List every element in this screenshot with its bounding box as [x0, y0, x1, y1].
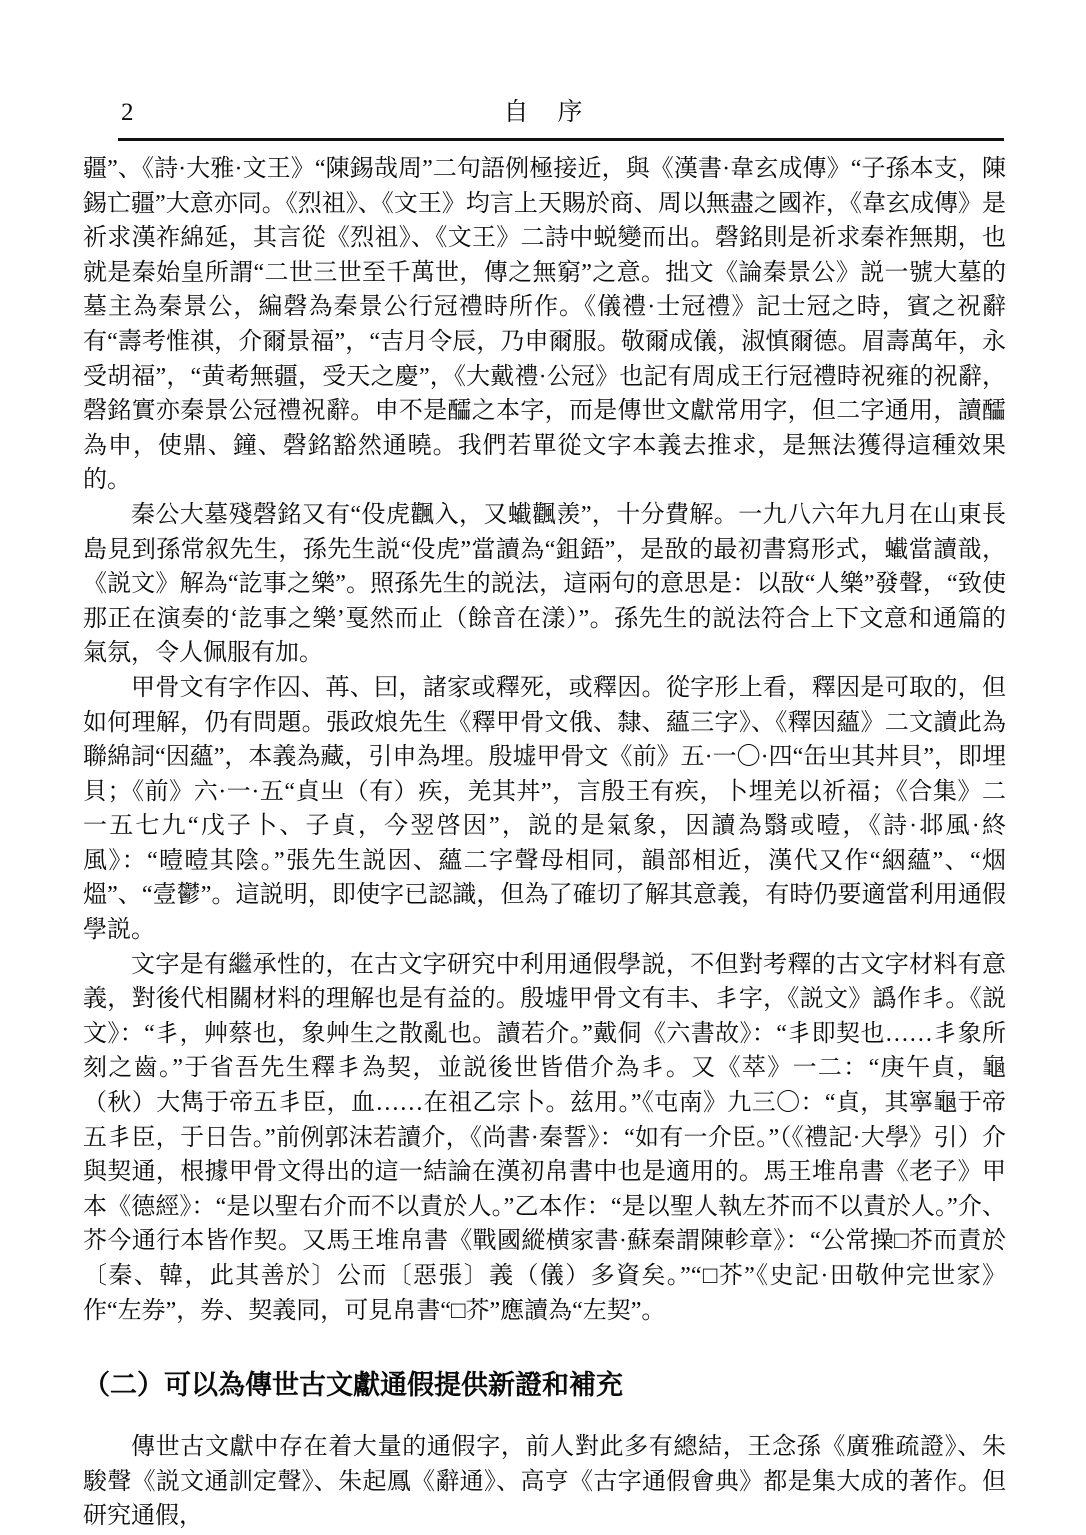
running-header — [83, 96, 1005, 130]
paragraph-inheritance-of-script: 文字是有繼承性的，在古文字研究中利用通假學説，不但對考釋的古文字材料有意義，對後代相關材料的理解也是有益的。殷墟甲骨文有丰、丯字，《説文》譌作丯。《説文》：“丯，艸蔡也，象艸生之散亂也。讀若介。”戴侗《六書故》：“丯即契也……丯象所刻之齒。”于省吾先生釋丯為契，並説後世皆借介為丯。又《萃》一二：“庚午貞，龜（秋）大雋于帝五丯臣，血……在祖乙宗卜。兹用。”《屯南》九三〇：“貞，其寧龜于帝五丯臣，于日告。”前例郭沫若讀介，《尚書·秦誓》：“如有一介臣。”（《禮記·大學》引）介與契通，根據甲骨文得出的這一結論在漢初帛書中也是適用的。馬王堆帛書《老子》甲本《德經》：“是以聖右介而不以責於人。”乙本作：“是以聖人執左芥而不以責於人。”介、芥今通行本皆作契。又馬王堆帛書《戰國縱横家書·蘇秦謂陳軫章》：“公常操□芥而責於〔秦、韓，此其善於〕公而〔惡張〕義（儀）多資矣。”“□芥”《史記·田敬仲完世家》作“左券”，券、契義同，可見帛書“□芥”應讀為“左契”。 — [83, 951, 1006, 1324]
section-heading-two: （二）可以為傳世古文獻通假提供新證和補充 — [83, 1370, 623, 1401]
page-number: 2 — [121, 99, 134, 126]
paragraph-qin-gong-chime: 秦公大墓殘磬銘又有“伇虎飌入，又蠘飌羡”，十分費解。一九八六年九月在山東長島見到孫常叙先生，孫先生説“伇虎”當讀為“鉏鋙”，是敔的最初書寫形式，蠘當讀戠，《説文》解為“訖事之樂”。照孫先生的説法，這兩句的意思是：以敔“人樂”發聲，“致使那正在演奏的‘訖事之樂’戛然而止（餘音在漾）”。孫先生的説法符合上下文意和通篇的氣氛，令人佩服有加。 — [83, 501, 1006, 667]
header-rule-divider — [118, 138, 1004, 141]
paragraph-continuation: 疆”、《詩·大雅·文王》“陳錫哉周”二句語例極接近，與《漢書·韋玄成傳》“子孫本支，陳錫亡疆”大意亦同。《烈祖》、《文王》均言上天賜於商、周以無盡之國祚，《韋玄成傳》是祈求漢祚綿延，其言從《烈祖》、《文王》二詩中蜕變而出。磬銘則是祈求秦祚無期，也就是秦始皇所謂“二世三世至千萬世，傳之無窮”之意。拙文《論秦景公》説一號大墓的墓主為秦景公，編磬為秦景公行冠禮時所作。《儀禮·士冠禮》記士冠之時，賓之祝辭有“壽考惟祺，介爾景福”，“吉月令辰，乃申爾服。敬爾成儀，淑慎爾德。眉壽萬年，永受胡福”，“黄耇無疆，受天之慶”，《大戴禮·公冠》也記有周成王行冠禮時祝雍的祝辭，磬銘實亦秦景公冠禮祝辭。申不是醽之本字，而是傳世文獻常用字，但二字通用，讀醽為申，使鼎、鐘、磬銘豁然通曉。我們若單從文字本義去推求，是無法獲得這種效果的。 — [83, 156, 1006, 494]
paragraph-oracle-bone-yin: 甲骨文有字作囚、苒、囙，諸家或釋死，或釋因。從字形上看，釋因是可取的，但如何理解，仍有問題。張政烺先生《釋甲骨文俄、隸、蘊三字》、《釋因蘊》二文讀此為聯綿詞“因蘊”，本義為藏，引申為埋。殷墟甲骨文《前》五·一〇·四“缶㞢其丼貝”，即埋貝；《前》六·一·五“貞㞢（有）疾，羌其丼”，言殷王有疾，卜埋羌以祈福；《合集》二一五七九“戊子卜、子貞，今翌啓因”，説的是氣象，因讀為翳或曀，《詩·邶風·終風》：“曀曀其陰。”張先生説因、蘊二字聲母相同，韻部相近，漢代又作“絪蘊”、“烟熅”、“壹鬱”。這説明，即使字已認識，但為了確切了解其意義，有時仍要適當利用通假學説。 — [83, 674, 1006, 944]
paragraph-transmitted-texts: 傳世古文獻中存在着大量的通假字，前人對此多有總結，王念孫《廣雅疏證》、朱駿聲《説文通訓定聲》、朱起鳳《辭通》、高亨《古字通假會典》都是集大成的著作。但研究通假， — [83, 1434, 1006, 1530]
running-header-title: 自 序 — [503, 99, 585, 126]
body-text — [83, 152, 1006, 1534]
